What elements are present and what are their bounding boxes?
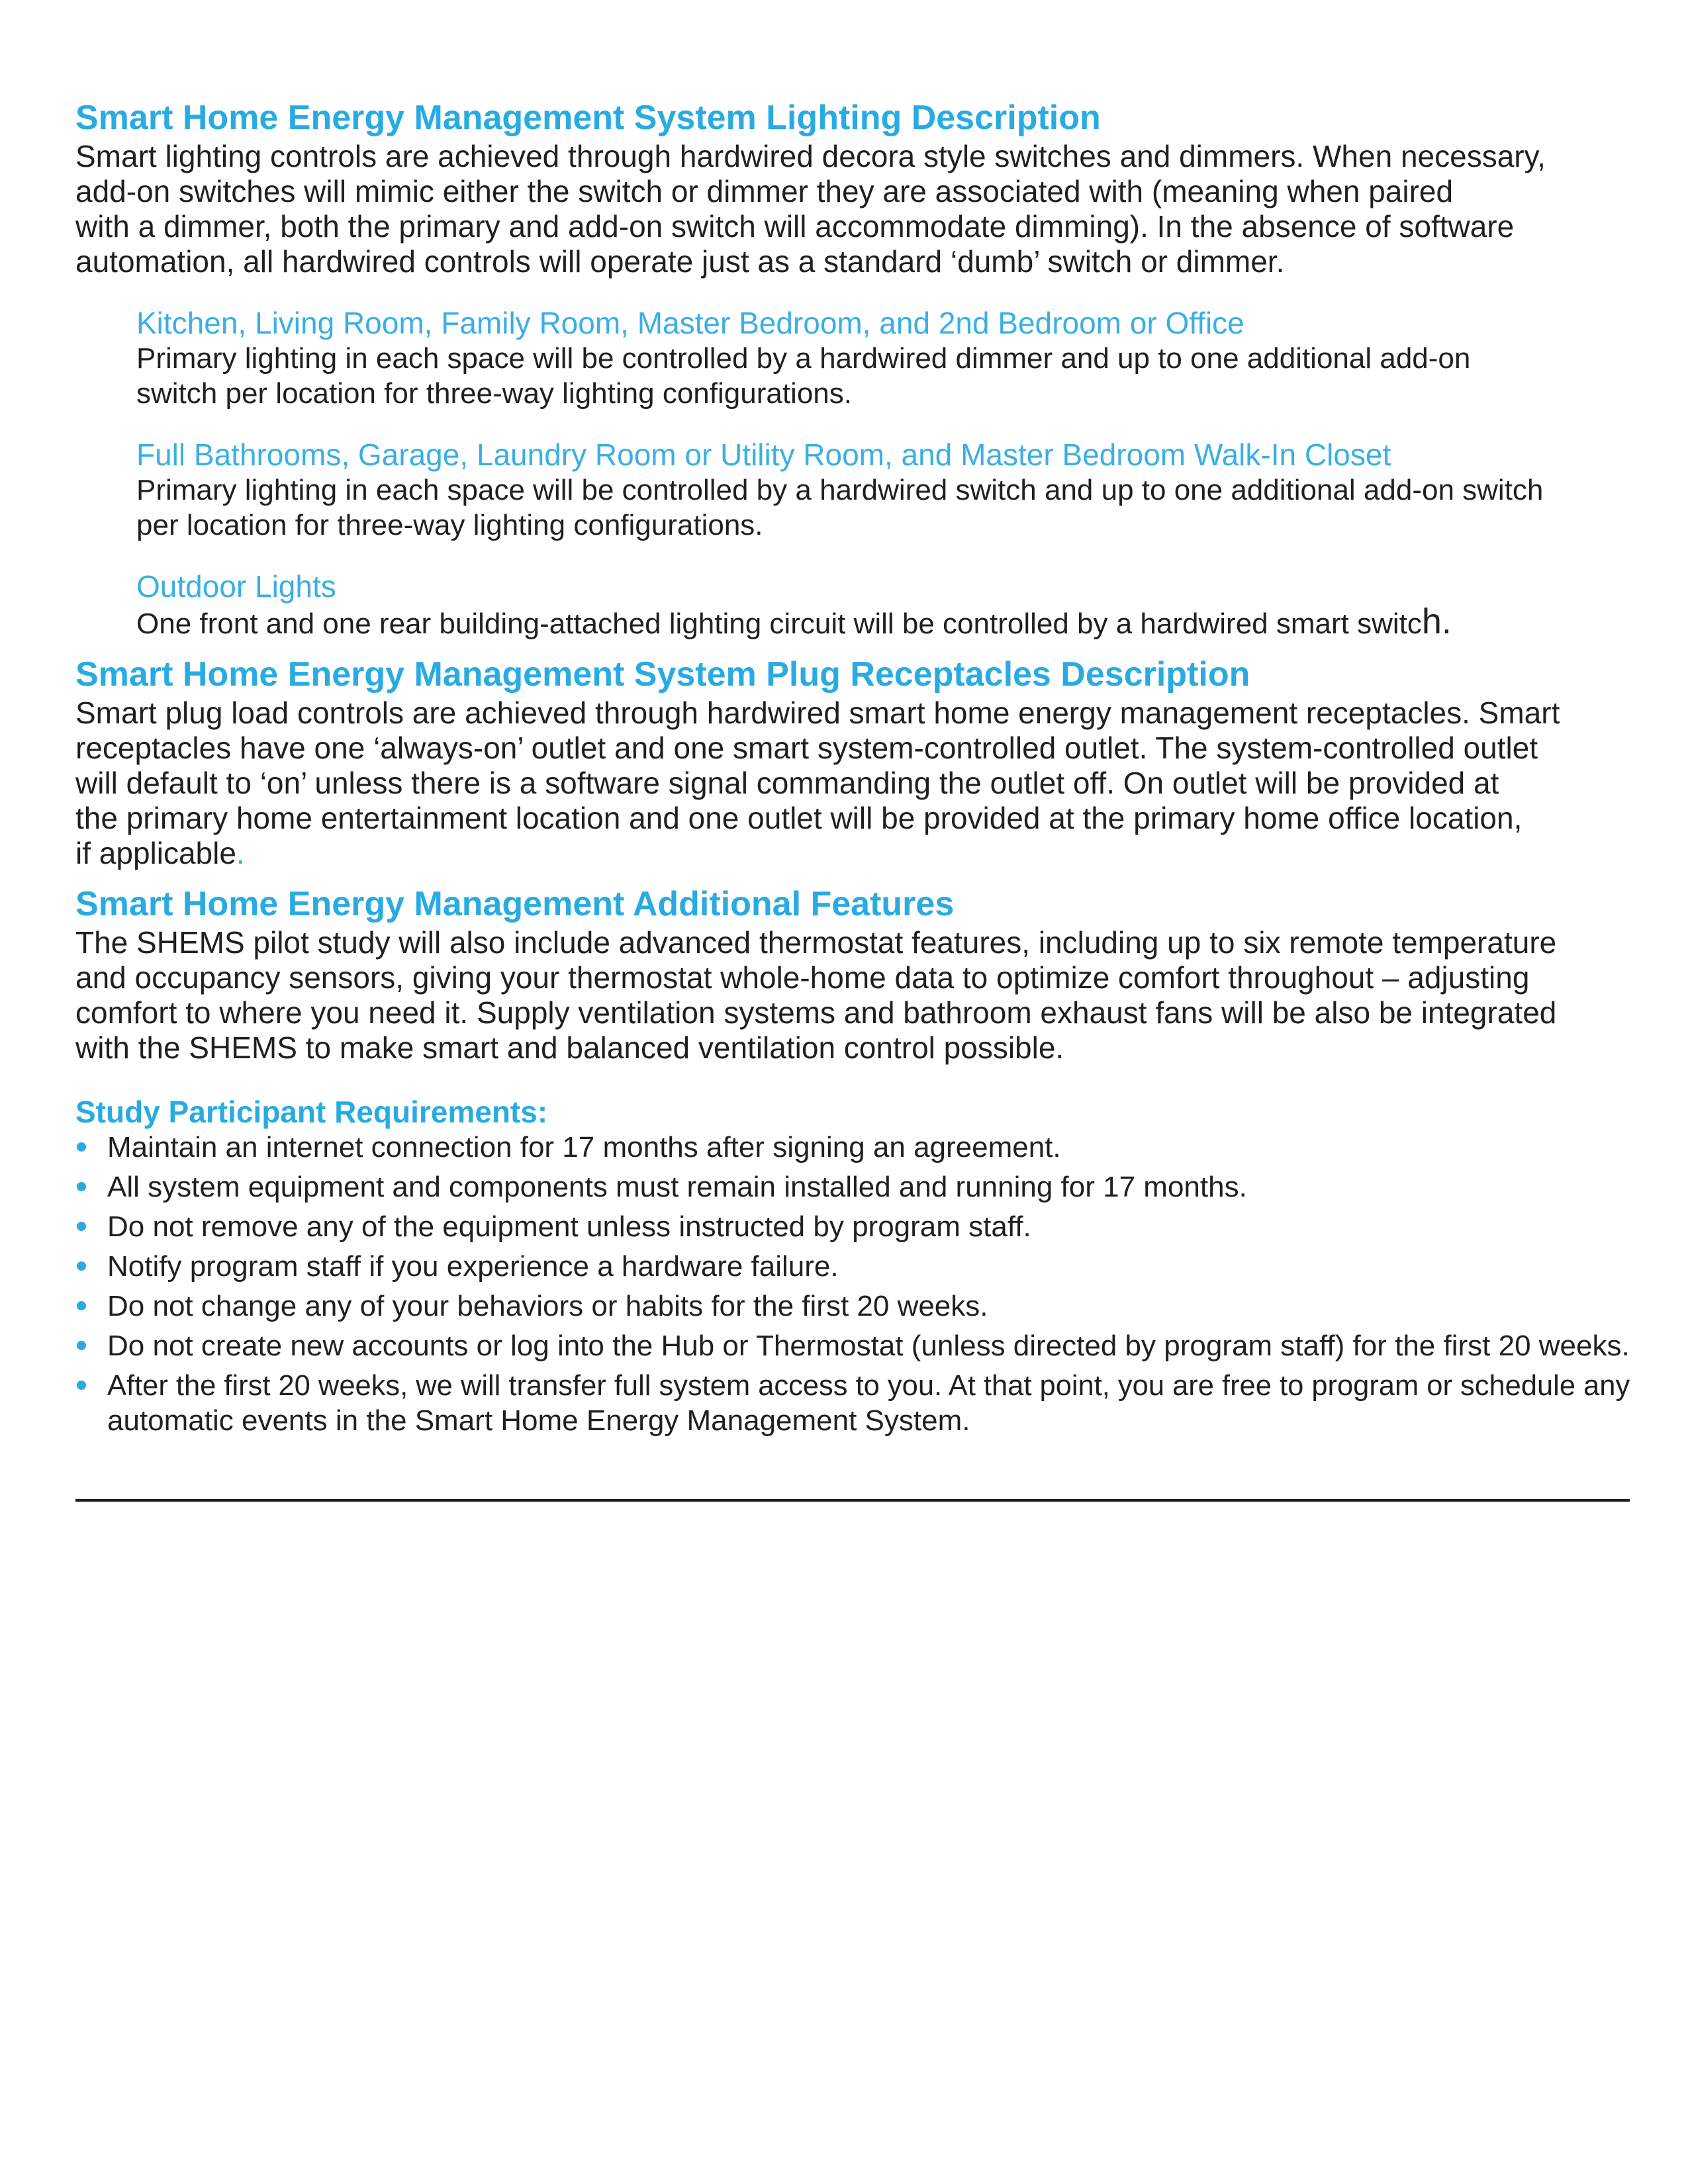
bullet-text: Notify program staff if you experience a hardware failure. bbox=[107, 1250, 839, 1283]
bullet-dot-icon bbox=[77, 1341, 86, 1350]
bullet-item bbox=[75, 1368, 1630, 1438]
divider bbox=[75, 1499, 1630, 1502]
text-line: The SHEMS pilot study will also include advanced thermostat features, including up to six remote temperature bbox=[75, 925, 1557, 960]
text-segment: if applicable bbox=[75, 836, 236, 870]
bullet-item bbox=[75, 1169, 1630, 1205]
text-line: Primary lighting in each space will be controlled by a hardwired switch and up to one additional add-on switch bbox=[136, 474, 1544, 506]
text-line: add-on switches will mimic either the switch or dimmer they are associated with (meaning when paired bbox=[75, 174, 1454, 208]
bullet-item bbox=[75, 1328, 1630, 1363]
text-line: the primary home entertainment location and one outlet will be provided at the primary home office location, bbox=[75, 801, 1523, 835]
subsection-bathrooms-garage bbox=[136, 437, 1630, 543]
bullet-text: Do not create new accounts or log into the Hub or Thermostat (unless directed by program staff) for the first 20 weeks. bbox=[107, 1330, 1630, 1362]
subsection-title: Outdoor Lights bbox=[136, 569, 336, 604]
section-heading: Smart Home Energy Management System Lighting Description bbox=[75, 99, 1101, 137]
bullet-dot-icon bbox=[77, 1261, 86, 1271]
subsection-outdoor-lights bbox=[136, 569, 1630, 641]
bullet-dot-icon bbox=[77, 1142, 86, 1152]
subsection-title: Kitchen, Living Room, Family Room, Master Bedroom, and 2nd Bedroom or Office bbox=[136, 306, 1244, 340]
bullet-text: After the first 20 weeks, we will transfer full system access to you. At that point, you are free to program or schedule any bbox=[107, 1369, 1630, 1402]
bullet-text: Do not change any of your behaviors or habits for the first 20 weeks. bbox=[107, 1290, 988, 1322]
bullet-text: automatic events in the Smart Home Energy Management System. bbox=[107, 1404, 970, 1437]
bullet-dot-icon bbox=[77, 1301, 86, 1310]
text-line bbox=[75, 836, 1630, 871]
highlighted-period: . bbox=[236, 836, 245, 870]
paragraph bbox=[75, 696, 1630, 871]
text-line: Smart plug load controls are achieved through hardwired smart home energy management receptacles. Smart bbox=[75, 696, 1560, 730]
section-additional-features bbox=[75, 886, 1630, 1066]
bullet-list bbox=[75, 1130, 1630, 1438]
section-lighting-description bbox=[75, 99, 1630, 641]
bullet-dot-icon bbox=[77, 1381, 86, 1390]
text-line: automation, all hardwired controls will operate just as a standard ‘dumb’ switch or dimmer. bbox=[75, 244, 1285, 279]
section-heading: Study Participant Requirements: bbox=[75, 1095, 548, 1129]
text-line: per location for three-way lighting configurations. bbox=[136, 509, 763, 541]
enlarged-letter: h. bbox=[1421, 602, 1452, 641]
bullet-item bbox=[75, 1130, 1630, 1165]
bullet-dot-icon bbox=[77, 1182, 86, 1191]
bullet-text: Do not remove any of the equipment unless instructed by program staff. bbox=[107, 1210, 1031, 1243]
text-line: with a dimmer, both the primary and add-on switch will accommodate dimming). In the absence of software bbox=[75, 209, 1515, 244]
text-line: Smart lighting controls are achieved through hardwired decora style switches and dimmers. When necessary, bbox=[75, 139, 1546, 173]
bullet-item bbox=[75, 1209, 1630, 1244]
paragraph bbox=[75, 139, 1630, 279]
paragraph bbox=[75, 925, 1630, 1066]
bullet-item bbox=[75, 1289, 1630, 1324]
text-line: with the SHEMS to make smart and balanced ventilation control possible. bbox=[75, 1030, 1064, 1065]
text-segment: One front and one rear building-attached lighting circuit will be controlled by a hardwired smart switc bbox=[136, 608, 1422, 640]
bullet-text: All system equipment and components must remain installed and running for 17 months. bbox=[107, 1171, 1247, 1203]
subsection-kitchen-living bbox=[136, 306, 1630, 411]
text-line: switch per location for three-way lighting configurations. bbox=[136, 377, 852, 410]
bullet-text: Maintain an internet connection for 17 months after signing an agreement. bbox=[107, 1131, 1061, 1163]
text-line: will default to ‘on’ unless there is a software signal commanding the outlet off. On outlet will be provided at bbox=[75, 766, 1499, 800]
text-line: comfort to where you need it. Supply ventilation systems and bathroom exhaust fans will be also be integrated bbox=[75, 995, 1557, 1030]
bullet-item bbox=[75, 1249, 1630, 1284]
text-line: and occupancy sensors, giving your thermostat whole-home data to optimize comfort throughout – adjusting bbox=[75, 960, 1530, 995]
bullet-dot-icon bbox=[77, 1222, 86, 1231]
subsection-title: Full Bathrooms, Garage, Laundry Room or Utility Room, and Master Bedroom Walk-In Closet bbox=[136, 437, 1391, 472]
section-heading: Smart Home Energy Management Additional Features bbox=[75, 885, 955, 923]
text-line bbox=[136, 604, 1630, 641]
text-line: receptacles have one ‘always-on’ outlet and one smart system-controlled outlet. The system-controlled outlet bbox=[75, 731, 1538, 765]
section-study-requirements bbox=[75, 1095, 1630, 1438]
text-line: Primary lighting in each space will be controlled by a hardwired dimmer and up to one additional add-on bbox=[136, 342, 1471, 375]
section-plug-receptacles bbox=[75, 656, 1630, 871]
section-heading: Smart Home Energy Management System Plug Receptacles Description bbox=[75, 655, 1250, 694]
